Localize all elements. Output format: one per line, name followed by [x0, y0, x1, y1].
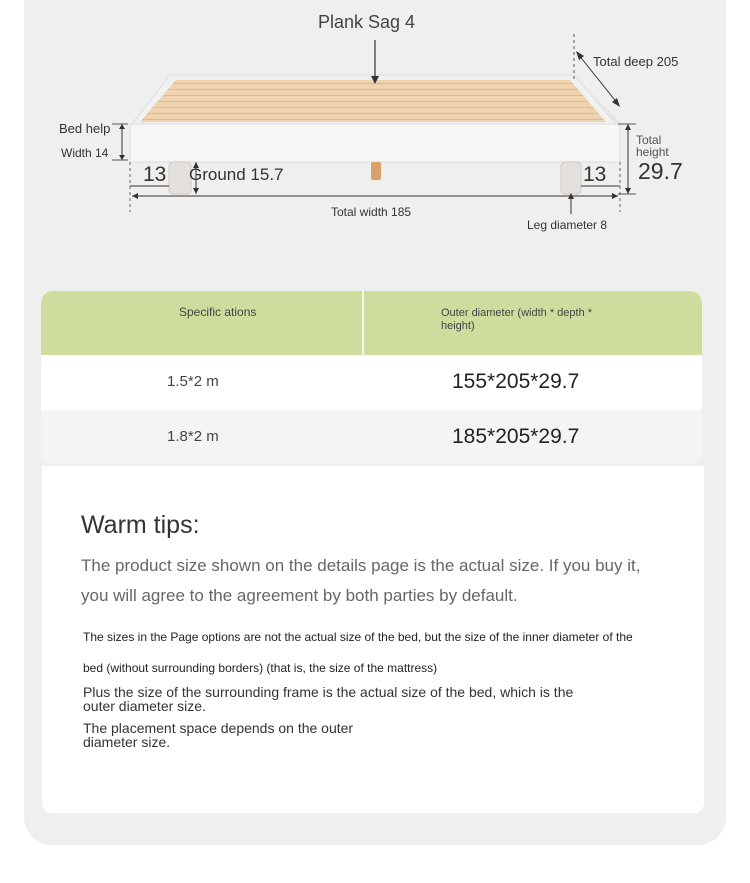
bed-slats: [140, 80, 606, 122]
total-width-label: Total width 185: [331, 205, 412, 219]
bed-dimension-diagram: [0, 0, 750, 250]
row-size: 1.5*2 m: [167, 373, 219, 390]
bed-leg-right: [561, 162, 581, 194]
table-row: [41, 355, 702, 410]
warm-tips-note-frame: Plus the size of the surrounding frame is the actual size of the bed, which is the outer diameter size.: [83, 684, 574, 714]
total-height-label-line2: height: [636, 145, 669, 159]
total-height-value: 29.7: [638, 158, 683, 184]
warm-tips-paragraph: The product size shown on the details page is the actual size. If you buy it, you will agree to the agreement by both parties by default.: [81, 556, 641, 605]
right-offset-label: 13: [583, 163, 607, 186]
plank-sag-label: Plank Sag 4: [318, 12, 416, 32]
warm-tips-note-placement: The placement space depends on the outer diameter size.: [83, 720, 354, 750]
bed-help-label: Bed help: [59, 121, 111, 136]
total-height-label-line1: Total: [636, 133, 662, 147]
leg-diameter-label: Leg diameter 8: [527, 218, 608, 232]
width-label: Width 14: [61, 146, 109, 160]
row-size: 1.8*2 m: [167, 428, 219, 445]
size-table: [41, 291, 702, 464]
header-outer-diameter: Outer diameter (width * depth * height): [441, 307, 593, 332]
table-row: [41, 410, 702, 464]
header-divider: [362, 291, 364, 355]
left-offset-label: 13: [143, 163, 167, 186]
warm-tips-note-inner-size: The sizes in the Page options are not the actual size of the bed, but the size of the inner diameter of the bed (without surrounding borders) (that is, the size of the mattress): [83, 630, 633, 675]
row-dimensions: 185*205*29.7: [452, 425, 580, 448]
row-dimensions: 155*205*29.7: [452, 370, 580, 393]
warm-tips-card: [42, 466, 704, 813]
table-header: [41, 291, 702, 355]
ground-clearance-label: Ground 15.7: [189, 165, 284, 184]
warm-tips-title: Warm tips:: [81, 511, 200, 539]
total-deep-label: Total deep 205: [593, 54, 679, 69]
bed-leg-center: [371, 162, 381, 180]
header-specifications: Specific ations: [179, 305, 257, 319]
bed-leg-left: [169, 162, 191, 194]
bed-front-panel: [130, 124, 620, 162]
